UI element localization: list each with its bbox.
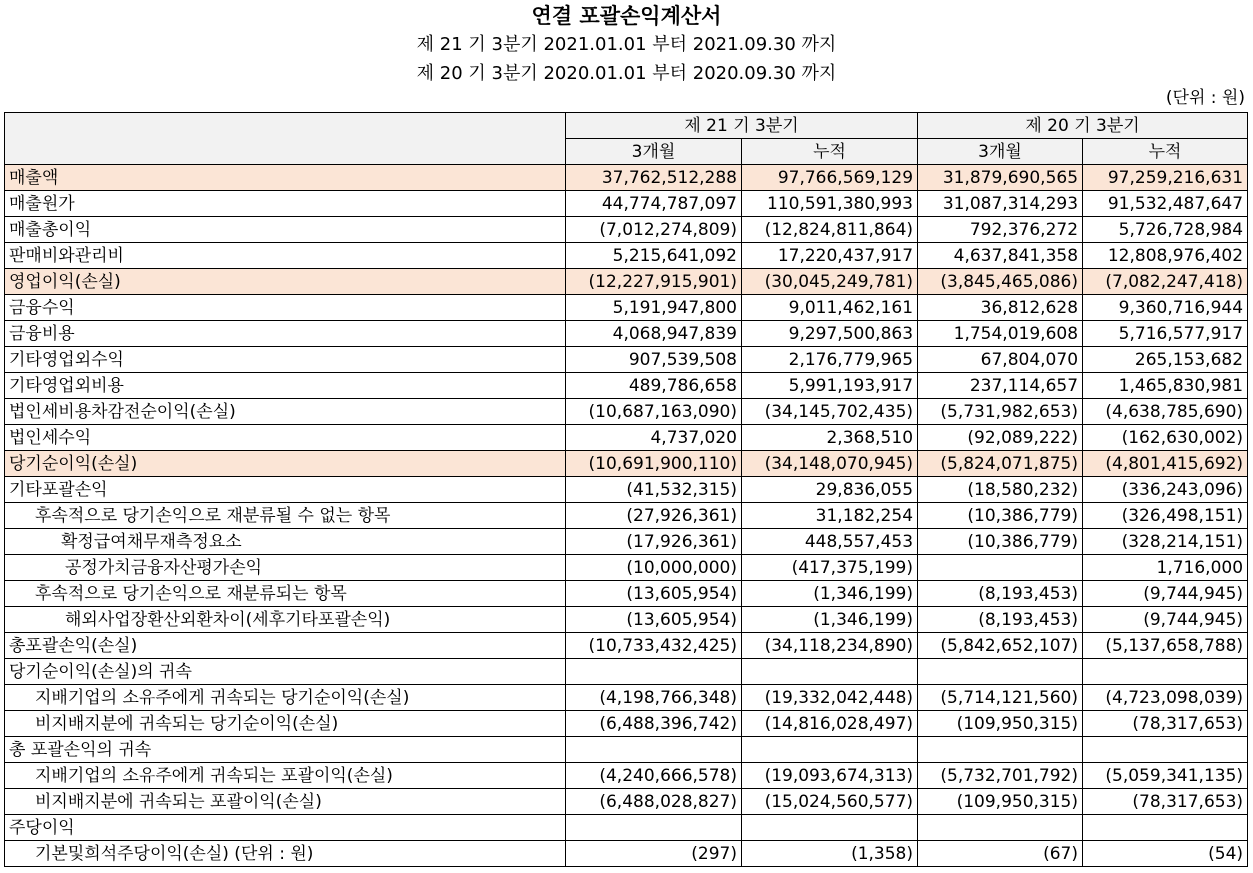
cell-prior-3months: (5,824,071,875) (918, 451, 1083, 477)
cell-prior-3months: (5,842,652,107) (918, 633, 1083, 659)
cell-current-cumulative: (12,824,811,864) (742, 217, 918, 243)
table-row (5, 711, 1248, 737)
cell-current-3months: 4,737,020 (566, 425, 742, 451)
row-label: 비지배지분에 귀속되는 당기순이익(손실) (5, 711, 566, 737)
cell-current-3months: 907,539,508 (566, 347, 742, 373)
table-row (5, 789, 1248, 815)
cell-prior-3months: (5,732,701,792) (918, 763, 1083, 789)
table-row (5, 165, 1248, 191)
cell-prior-cumulative (1083, 815, 1248, 841)
cell-prior-cumulative: (4,801,415,692) (1083, 451, 1248, 477)
cell-prior-3months: 237,114,657 (918, 373, 1083, 399)
cell-current-cumulative: 5,991,193,917 (742, 373, 918, 399)
table-row (5, 763, 1248, 789)
cell-prior-cumulative: (328,214,151) (1083, 529, 1248, 555)
cell-current-3months: 4,068,947,839 (566, 321, 742, 347)
cell-current-cumulative: (15,024,560,577) (742, 789, 918, 815)
cell-prior-3months: (10,386,779) (918, 529, 1083, 555)
cell-prior-3months (918, 737, 1083, 763)
table-row (5, 685, 1248, 711)
cell-current-cumulative: 97,766,569,129 (742, 165, 918, 191)
cell-prior-cumulative: (4,638,785,690) (1083, 399, 1248, 425)
cell-current-cumulative: (1,358) (742, 841, 918, 867)
row-label: 판매비와관리비 (5, 243, 566, 269)
cell-current-3months: 37,762,512,288 (566, 165, 742, 191)
row-label: 금융수익 (5, 295, 566, 321)
row-label: 공정가치금융자산평가손익 (5, 555, 566, 581)
cell-prior-cumulative: (5,059,341,135) (1083, 763, 1248, 789)
row-label: 매출총이익 (5, 217, 566, 243)
cell-prior-3months: 1,754,019,608 (918, 321, 1083, 347)
cell-prior-cumulative: 91,532,487,647 (1083, 191, 1248, 217)
cell-current-cumulative: (1,346,199) (742, 607, 918, 633)
row-label: 총 포괄손익의 귀속 (5, 737, 566, 763)
unit-label: (단위 : 원) (1165, 88, 1245, 108)
cell-prior-cumulative: 12,808,976,402 (1083, 243, 1248, 269)
row-label: 당기순이익(손실)의 귀속 (5, 659, 566, 685)
cell-current-3months: 44,774,787,097 (566, 191, 742, 217)
cell-prior-3months (918, 815, 1083, 841)
table-row (5, 737, 1248, 763)
table-row (5, 243, 1248, 269)
row-label: 주당이익 (5, 815, 566, 841)
row-label: 기타영업외수익 (5, 347, 566, 373)
cell-prior-cumulative: (9,744,945) (1083, 581, 1248, 607)
table-row (5, 815, 1248, 841)
cell-prior-cumulative: 1,716,000 (1083, 555, 1248, 581)
row-label: 지배기업의 소유주에게 귀속되는 포괄이익(손실) (5, 763, 566, 789)
row-label: 영업이익(손실) (5, 269, 566, 295)
cell-prior-3months: (5,731,982,653) (918, 399, 1083, 425)
cell-current-cumulative: (417,375,199) (742, 555, 918, 581)
cell-prior-3months: (3,845,465,086) (918, 269, 1083, 295)
cell-prior-cumulative: 1,465,830,981 (1083, 373, 1248, 399)
table-row (5, 269, 1248, 295)
cell-current-cumulative (742, 659, 918, 685)
cell-prior-cumulative: (4,723,098,039) (1083, 685, 1248, 711)
table-row (5, 555, 1248, 581)
table-row (5, 347, 1248, 373)
cell-prior-3months: 31,879,690,565 (918, 165, 1083, 191)
table-row (5, 659, 1248, 685)
header-prior-3months: 3개월 (918, 139, 1083, 165)
cell-prior-3months: (109,950,315) (918, 789, 1083, 815)
cell-prior-cumulative: (5,137,658,788) (1083, 633, 1248, 659)
row-label: 후속적으로 당기손익으로 재분류되는 항목 (5, 581, 566, 607)
cell-prior-3months: 4,637,841,358 (918, 243, 1083, 269)
cell-current-3months (566, 815, 742, 841)
cell-current-3months: (41,532,315) (566, 477, 742, 503)
cell-prior-3months: (8,193,453) (918, 581, 1083, 607)
cell-current-3months: (4,240,666,578) (566, 763, 742, 789)
table-row (5, 321, 1248, 347)
row-label: 지배기업의 소유주에게 귀속되는 당기순이익(손실) (5, 685, 566, 711)
row-label: 기타영업외비용 (5, 373, 566, 399)
cell-current-3months: (10,733,432,425) (566, 633, 742, 659)
row-label: 후속적으로 당기손익으로 재분류될 수 없는 항목 (5, 503, 566, 529)
table-row (5, 841, 1248, 867)
cell-prior-cumulative: (336,243,096) (1083, 477, 1248, 503)
current-period-line: 제 21 기 3분기 2021.01.01 부터 2021.09.30 까지 (416, 34, 837, 55)
cell-current-cumulative: 448,557,453 (742, 529, 918, 555)
cell-current-cumulative (742, 815, 918, 841)
header-row-periods (5, 113, 1248, 139)
cell-current-3months: (13,605,954) (566, 581, 742, 607)
cell-prior-cumulative: (7,082,247,418) (1083, 269, 1248, 295)
header-current-3months: 3개월 (566, 139, 742, 165)
cell-prior-cumulative (1083, 659, 1248, 685)
table-row (5, 607, 1248, 633)
row-label: 확정급여채무재측정요소 (5, 529, 566, 555)
row-label: 비지배지분에 귀속되는 포괄이익(손실) (5, 789, 566, 815)
statement-title: 연결 포괄손익계산서 (531, 4, 722, 28)
cell-prior-3months: (109,950,315) (918, 711, 1083, 737)
cell-current-3months: (10,687,163,090) (566, 399, 742, 425)
table-row (5, 633, 1248, 659)
cell-prior-3months: (8,193,453) (918, 607, 1083, 633)
row-label: 법인세비용차감전순이익(손실) (5, 399, 566, 425)
cell-current-cumulative: 29,836,055 (742, 477, 918, 503)
cell-prior-3months: (18,580,232) (918, 477, 1083, 503)
cell-current-3months: (10,000,000) (566, 555, 742, 581)
cell-prior-3months: 792,376,272 (918, 217, 1083, 243)
cell-current-cumulative: (34,148,070,945) (742, 451, 918, 477)
cell-prior-3months (918, 659, 1083, 685)
cell-prior-cumulative: 265,153,682 (1083, 347, 1248, 373)
cell-current-3months: (17,926,361) (566, 529, 742, 555)
table-row (5, 477, 1248, 503)
row-label: 기본및희석주당이익(손실) (단위 : 원) (5, 841, 566, 867)
row-label: 총포괄손익(손실) (5, 633, 566, 659)
cell-current-3months: (4,198,766,348) (566, 685, 742, 711)
row-label: 매출액 (5, 165, 566, 191)
cell-prior-cumulative: 97,259,216,631 (1083, 165, 1248, 191)
cell-prior-3months: 67,804,070 (918, 347, 1083, 373)
cell-prior-cumulative: 9,360,716,944 (1083, 295, 1248, 321)
cell-prior-cumulative: (54) (1083, 841, 1248, 867)
cell-current-3months: (6,488,396,742) (566, 711, 742, 737)
cell-current-3months: (7,012,274,809) (566, 217, 742, 243)
cell-prior-3months: 36,812,628 (918, 295, 1083, 321)
statement-header (0, 0, 1253, 88)
table-row (5, 217, 1248, 243)
header-blank-cell (5, 113, 566, 165)
cell-current-3months: (13,605,954) (566, 607, 742, 633)
cell-current-3months: (10,691,900,110) (566, 451, 742, 477)
row-label: 해외사업장환산외환차이(세후기타포괄손익) (5, 607, 566, 633)
table-row (5, 503, 1248, 529)
cell-current-3months (566, 659, 742, 685)
cell-current-cumulative: (30,045,249,781) (742, 269, 918, 295)
cell-prior-3months: (5,714,121,560) (918, 685, 1083, 711)
table-row (5, 451, 1248, 477)
cell-current-cumulative: 2,368,510 (742, 425, 918, 451)
cell-prior-3months (918, 555, 1083, 581)
row-label: 매출원가 (5, 191, 566, 217)
cell-prior-cumulative: 5,716,577,917 (1083, 321, 1248, 347)
table-row (5, 191, 1248, 217)
cell-current-cumulative: 9,297,500,863 (742, 321, 918, 347)
row-label: 기타포괄손익 (5, 477, 566, 503)
cell-current-3months (566, 737, 742, 763)
table-row (5, 373, 1248, 399)
table-row (5, 295, 1248, 321)
header-prior-cumulative: 누적 (1083, 139, 1248, 165)
cell-current-3months: (297) (566, 841, 742, 867)
table-row (5, 399, 1248, 425)
cell-prior-3months: (67) (918, 841, 1083, 867)
cell-current-cumulative: (19,093,674,313) (742, 763, 918, 789)
cell-prior-cumulative: (326,498,151) (1083, 503, 1248, 529)
cell-prior-cumulative: (9,744,945) (1083, 607, 1248, 633)
cell-current-cumulative: 110,591,380,993 (742, 191, 918, 217)
row-label: 당기순이익(손실) (5, 451, 566, 477)
table-row (5, 425, 1248, 451)
header-prior-period: 제 20 기 3분기 (918, 113, 1248, 139)
cell-current-3months: 5,215,641,092 (566, 243, 742, 269)
cell-current-cumulative (742, 737, 918, 763)
cell-prior-cumulative: (78,317,653) (1083, 789, 1248, 815)
header-current-cumulative: 누적 (742, 139, 918, 165)
cell-prior-3months: 31,087,314,293 (918, 191, 1083, 217)
cell-current-cumulative: (19,332,042,448) (742, 685, 918, 711)
cell-prior-cumulative (1083, 737, 1248, 763)
cell-current-cumulative: (34,145,702,435) (742, 399, 918, 425)
cell-current-cumulative: 2,176,779,965 (742, 347, 918, 373)
cell-current-cumulative: 9,011,462,161 (742, 295, 918, 321)
cell-current-cumulative: (1,346,199) (742, 581, 918, 607)
row-label: 금융비용 (5, 321, 566, 347)
income-statement-table (4, 112, 1248, 867)
cell-current-cumulative: (14,816,028,497) (742, 711, 918, 737)
cell-current-3months: (12,227,915,901) (566, 269, 742, 295)
cell-current-3months: 5,191,947,800 (566, 295, 742, 321)
cell-current-cumulative: 31,182,254 (742, 503, 918, 529)
cell-prior-3months: (10,386,779) (918, 503, 1083, 529)
cell-current-cumulative: (34,118,234,890) (742, 633, 918, 659)
cell-current-cumulative: 17,220,437,917 (742, 243, 918, 269)
header-current-period: 제 21 기 3분기 (566, 113, 918, 139)
row-label: 법인세수익 (5, 425, 566, 451)
cell-current-3months: (6,488,028,827) (566, 789, 742, 815)
cell-prior-cumulative: (78,317,653) (1083, 711, 1248, 737)
cell-prior-cumulative: 5,726,728,984 (1083, 217, 1248, 243)
cell-prior-cumulative: (162,630,002) (1083, 425, 1248, 451)
table-row (5, 581, 1248, 607)
prior-period-line: 제 20 기 3분기 2020.01.01 부터 2020.09.30 까지 (416, 63, 837, 84)
cell-current-3months: (27,926,361) (566, 503, 742, 529)
table-row (5, 529, 1248, 555)
cell-current-3months: 489,786,658 (566, 373, 742, 399)
cell-prior-3months: (92,089,222) (918, 425, 1083, 451)
